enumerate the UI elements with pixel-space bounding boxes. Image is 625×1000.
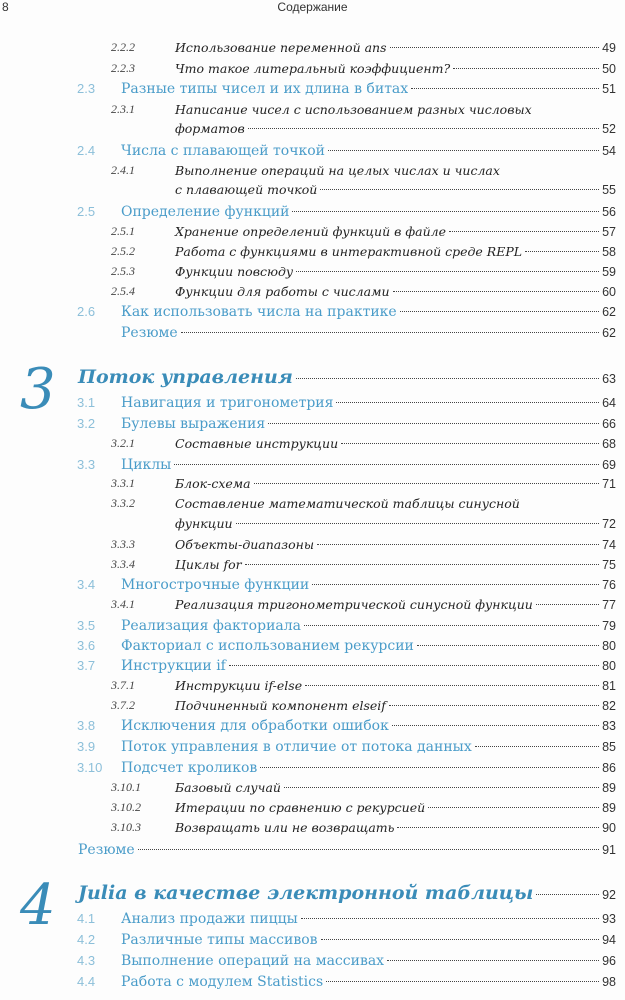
- entry-page: 72: [602, 517, 616, 531]
- entry-page: 63: [602, 372, 616, 386]
- entry-page: 91: [602, 843, 616, 857]
- entry-number: 2.4: [77, 143, 96, 158]
- toc-entry[interactable]: [78, 842, 616, 858]
- entry-page: 93: [602, 912, 616, 926]
- dot-leader: [320, 189, 599, 190]
- entry-page: 64: [602, 396, 616, 410]
- entry-number: 3.5: [77, 618, 96, 633]
- entry-title: Инструкции if: [121, 658, 226, 674]
- entry-title: Числа с плавающей точкой: [121, 143, 325, 159]
- entry-title: Многострочные функции: [121, 577, 310, 593]
- toc-entry[interactable]: [77, 974, 616, 990]
- entry-page: 49: [602, 41, 616, 55]
- entry-title: Булевы выражения: [121, 416, 266, 432]
- entry-title-cont: функции: [175, 516, 233, 531]
- entry-page: 68: [602, 437, 616, 451]
- entry-number: 3.7.1: [111, 678, 135, 692]
- entry-page: 83: [602, 719, 616, 733]
- entry-title: Резюме: [121, 325, 178, 341]
- entry-title: Реализация факториала: [121, 618, 301, 634]
- entry-number: 3.4: [77, 577, 96, 592]
- entry-number: 2.5.4: [111, 284, 135, 298]
- toc-entry[interactable]: [111, 557, 616, 572]
- entry-page: 52: [602, 122, 616, 136]
- entry-page: 62: [602, 326, 616, 340]
- page-number: 8: [2, 0, 9, 14]
- dot-leader: [525, 251, 599, 252]
- toc-entry[interactable]: [77, 416, 616, 432]
- dot-leader: [326, 981, 599, 982]
- dot-leader: [387, 960, 599, 961]
- entry-page: 51: [602, 82, 616, 96]
- entry-page: 89: [602, 781, 616, 795]
- toc-entry[interactable]: [77, 718, 616, 734]
- dot-leader: [229, 665, 599, 666]
- entry-page: 82: [602, 699, 616, 713]
- chapter-title: Поток управления: [78, 366, 293, 388]
- page-title: Содержание: [277, 0, 348, 14]
- entry-number: 3.4.1: [111, 597, 135, 611]
- entry-title-cont: форматов: [175, 121, 245, 136]
- toc-entry[interactable]: [111, 820, 616, 835]
- dot-leader: [174, 464, 599, 465]
- entry-number: 3.3.3: [111, 537, 135, 551]
- entry-page: 80: [602, 659, 616, 673]
- entry-title: Что такое литеральный коэффициент?: [175, 61, 451, 76]
- entry-number: 2.5.2: [111, 244, 135, 258]
- entry-title: Функции для работы с числами: [175, 284, 390, 299]
- entry-page: 66: [602, 417, 616, 431]
- dot-leader: [475, 746, 599, 747]
- toc-entry[interactable]: [111, 224, 616, 239]
- dot-leader: [236, 523, 600, 524]
- entry-number: 3.3.1: [111, 476, 135, 490]
- toc-entry[interactable]: [111, 61, 616, 76]
- entry-title-line: Составление математической таблицы синусной: [175, 496, 520, 511]
- toc-entry[interactable]: [77, 395, 616, 411]
- toc-entry[interactable]: [77, 457, 616, 473]
- toc-entry[interactable]: [111, 244, 616, 259]
- dot-leader: [341, 443, 599, 444]
- dot-leader: [411, 88, 599, 89]
- dot-leader: [449, 231, 599, 232]
- entry-number: 2.3: [77, 81, 96, 96]
- dot-leader: [292, 211, 599, 212]
- dot-leader: [254, 483, 599, 484]
- dot-leader: [336, 402, 599, 403]
- entry-title: Резюме: [78, 842, 135, 858]
- toc-entry[interactable]: [77, 760, 616, 776]
- entry-number: 4.4: [77, 974, 96, 989]
- entry-title: Выполнение операций на массивах: [121, 953, 385, 969]
- entry-number: 4.3: [77, 953, 96, 968]
- entry-title: Поток управления в отличие от потока данных: [121, 739, 472, 755]
- entry-page: 60: [602, 285, 616, 299]
- toc-entry[interactable]: [111, 678, 616, 693]
- entry-page: 57: [602, 225, 616, 239]
- entry-title: Возвращать или не возвращать: [175, 820, 395, 835]
- toc-entry[interactable]: [77, 618, 616, 634]
- entry-title: Циклы: [121, 457, 172, 473]
- dot-leader: [284, 787, 599, 788]
- entry-title: Блок-схема: [175, 476, 251, 491]
- dot-leader: [305, 685, 599, 686]
- toc-entry[interactable]: [111, 698, 616, 713]
- entry-page: 62: [602, 305, 616, 319]
- toc-entry[interactable]: [77, 81, 616, 97]
- entry-number: 4.1: [77, 911, 96, 926]
- toc-entry[interactable]: [77, 658, 616, 674]
- entry-page: 76: [602, 578, 616, 592]
- entry-title: Циклы for: [175, 557, 242, 572]
- entry-page: 81: [602, 679, 616, 693]
- toc-entry[interactable]: [111, 780, 616, 795]
- toc-entry[interactable]: [111, 264, 616, 279]
- entry-page: 86: [602, 761, 616, 775]
- entry-number: 2.2.2: [111, 40, 135, 54]
- toc-entry[interactable]: [77, 739, 616, 755]
- dot-leader: [321, 939, 600, 940]
- entry-title: Объекты-диапазоны: [175, 537, 315, 552]
- dot-leader: [268, 423, 599, 424]
- entry-number: 3.7.2: [111, 698, 135, 712]
- entry-title[interactable]: [111, 102, 532, 117]
- entry-number: 4.2: [77, 932, 96, 947]
- toc-entry[interactable]: [175, 516, 616, 531]
- dot-leader: [296, 378, 599, 379]
- toc-entry[interactable]: [111, 597, 616, 612]
- entry-page: 50: [602, 62, 616, 76]
- entry-page: 69: [602, 458, 616, 472]
- dot-leader: [397, 827, 599, 828]
- entry-number: 3.8: [77, 718, 96, 733]
- entry-title-line: Написание чисел с использованием разных числовых: [175, 102, 532, 117]
- toc-entry[interactable]: [77, 932, 616, 948]
- dot-leader: [312, 584, 599, 585]
- entry-title: Функции повсюду: [175, 264, 294, 279]
- entry-number: 2.5: [77, 204, 96, 219]
- entry-number: 2.5.1: [111, 224, 135, 238]
- entry-page: 92: [602, 888, 616, 902]
- entry-title: Базовый случай: [175, 780, 281, 795]
- entry-title: Хранение определений функций в файле: [175, 224, 447, 239]
- chapter-number: 3: [20, 357, 56, 422]
- toc-entry[interactable]: [111, 436, 616, 451]
- entry-title: Исключения для обработки ошибок: [121, 718, 389, 734]
- dot-leader: [536, 894, 599, 895]
- entry-title: Реализация тригонометрической синусной функции: [175, 597, 533, 612]
- entry-page: 54: [602, 144, 616, 158]
- entry-number: 3.3.4: [111, 557, 135, 571]
- entry-number: 3.3.2: [111, 496, 135, 510]
- entry-title: Итерации по сравнению с рекурсией: [175, 800, 426, 815]
- entry-page: 98: [602, 975, 616, 989]
- dot-leader: [453, 68, 599, 69]
- entry-number: 3.6: [77, 638, 96, 653]
- toc-entry[interactable]: [77, 143, 616, 159]
- dot-leader: [181, 332, 599, 333]
- entry-title-cont: с плавающей точкой: [175, 182, 318, 197]
- dot-leader: [248, 128, 599, 129]
- dot-leader: [400, 311, 599, 312]
- entry-number: 2.6: [77, 304, 96, 319]
- entry-page: 71: [602, 477, 616, 491]
- entry-page: 85: [602, 740, 616, 754]
- entry-title: Работа с функциями в интерактивной среде REPL: [175, 244, 523, 259]
- toc-entry[interactable]: [111, 476, 616, 491]
- toc-entry[interactable]: [111, 40, 616, 55]
- toc-entry[interactable]: [111, 537, 616, 552]
- toc-entry[interactable]: [77, 953, 616, 969]
- entry-number: 3.3: [77, 457, 96, 472]
- entry-title-line: Выполнение операций на целых числах и числах: [175, 163, 500, 178]
- entry-page: 75: [602, 558, 616, 572]
- dot-leader: [428, 807, 599, 808]
- entry-number: 3.10.3: [111, 820, 141, 834]
- dot-leader: [245, 564, 599, 565]
- entry-page: 96: [602, 954, 616, 968]
- toc-entry[interactable]: [175, 121, 616, 136]
- entry-page: 56: [602, 205, 616, 219]
- entry-number: 3.2: [77, 416, 96, 431]
- entry-number: 2.3.1: [111, 102, 135, 116]
- toc-entry[interactable]: [121, 325, 616, 341]
- entry-title: Использование переменной ans: [175, 40, 387, 55]
- dot-leader: [301, 918, 599, 919]
- dot-leader: [304, 625, 599, 626]
- entry-title: Инструкции if-else: [175, 678, 303, 693]
- entry-page: 59: [602, 265, 616, 279]
- entry-number: 2.2.3: [111, 61, 135, 75]
- toc-entry[interactable]: [77, 204, 616, 220]
- chapter-number: 4: [20, 873, 56, 938]
- toc-entry[interactable]: [77, 911, 616, 927]
- entry-title: Составные инструкции: [175, 436, 339, 451]
- entry-number: 3.10: [77, 760, 103, 775]
- dot-leader: [392, 725, 599, 726]
- chapter-title: Julia в качестве электронной таблицы: [78, 882, 534, 904]
- entry-title[interactable]: [111, 163, 500, 178]
- entry-page: 55: [602, 183, 616, 197]
- toc-entry[interactable]: [77, 638, 616, 654]
- entry-page: 94: [602, 933, 616, 947]
- dot-leader: [260, 767, 599, 768]
- entry-page: 58: [602, 245, 616, 259]
- dot-leader: [390, 47, 600, 48]
- entry-number: 3.1: [77, 395, 96, 410]
- toc-chapter-entry[interactable]: [78, 366, 616, 388]
- entry-title: Анализ продажи пиццы: [121, 911, 298, 927]
- entry-page: 79: [602, 619, 616, 633]
- entry-title: Факториал с использованием рекурсии: [121, 638, 414, 654]
- dot-leader: [296, 271, 599, 272]
- toc-entry[interactable]: [77, 577, 616, 593]
- toc-chapter-entry[interactable]: [78, 882, 616, 904]
- entry-page: 80: [602, 639, 616, 653]
- entry-number: 3.2.1: [111, 436, 135, 450]
- toc-entry[interactable]: [175, 182, 616, 197]
- toc-entry[interactable]: [111, 800, 616, 815]
- dot-leader: [393, 291, 600, 292]
- dot-leader: [317, 544, 599, 545]
- entry-page: 90: [602, 821, 616, 835]
- entry-title: Работа с модулем Statistics: [121, 974, 324, 990]
- entry-page: 74: [602, 538, 616, 552]
- entry-number: 2.4.1: [111, 163, 135, 177]
- entry-number: 3.10.1: [111, 780, 141, 794]
- entry-number: 3.10.2: [111, 800, 141, 814]
- entry-number: 3.9: [77, 739, 96, 754]
- entry-page: 89: [602, 801, 616, 815]
- dot-leader: [417, 645, 599, 646]
- entry-title: Различные типы массивов: [121, 932, 318, 948]
- entry-title: Как использовать числа на практике: [121, 304, 397, 320]
- dot-leader: [138, 849, 599, 850]
- entry-title: Разные типы чисел и их длина в битах: [121, 81, 409, 97]
- entry-title: Подсчет кроликов: [121, 760, 258, 776]
- entry-number: 2.5.3: [111, 264, 135, 278]
- dot-leader: [389, 705, 599, 706]
- toc-entry[interactable]: [77, 304, 616, 320]
- dot-leader: [328, 150, 599, 151]
- entry-page: 77: [602, 598, 616, 612]
- entry-title[interactable]: [111, 496, 520, 511]
- toc-entry[interactable]: [111, 284, 616, 299]
- entry-title: Навигация и тригонометрия: [121, 395, 334, 411]
- entry-number: 3.7: [77, 658, 96, 673]
- dot-leader: [536, 604, 599, 605]
- entry-title: Определение функций: [121, 204, 290, 220]
- entry-title: Подчиненный компонент elseif: [175, 698, 386, 713]
